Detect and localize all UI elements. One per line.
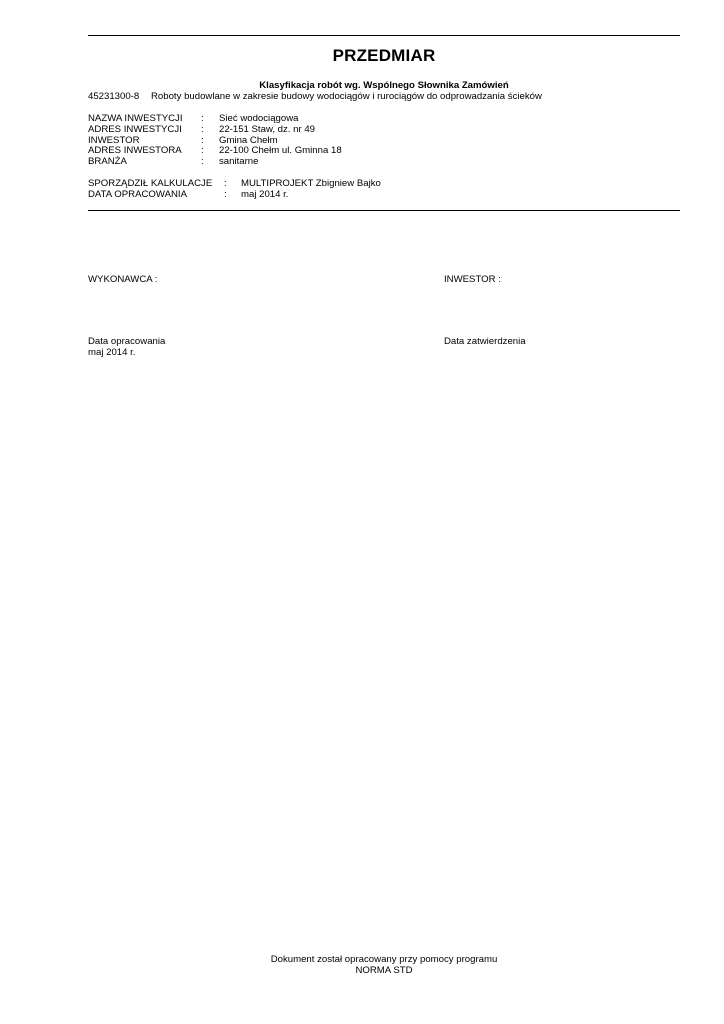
info-value: sanitarne	[219, 156, 259, 168]
prepared-date-label: Data opracowania	[88, 336, 166, 347]
info-row-investment-address	[88, 125, 342, 136]
investment-info	[88, 114, 342, 168]
bottom-rule	[88, 210, 680, 211]
approval-date-label: Data zatwierdzenia	[444, 336, 526, 347]
prepared-date-value: maj 2014 r.	[88, 347, 136, 358]
info-label: SPORZĄDZIŁ KALKULACJE	[88, 178, 213, 189]
info-row-prepared-date	[88, 190, 381, 201]
footer-line-2: NORMA STD	[355, 964, 413, 976]
info-separator: :	[201, 145, 204, 157]
info-separator: :	[224, 188, 227, 200]
info-label: DATA OPRACOWANIA	[88, 188, 187, 200]
contractor-label: WYKONAWCA :	[88, 274, 158, 285]
info-label: INWESTOR	[88, 134, 140, 146]
info-value: 22-100 Chełm ul. Gminna 18	[219, 145, 342, 157]
info-row-trade	[88, 157, 342, 168]
author-info	[88, 179, 381, 201]
top-rule	[88, 35, 680, 36]
info-label: ADRES INWESTORA	[88, 145, 182, 157]
document-title: PRZEDMIAR	[332, 46, 436, 65]
info-value: Gmina Chełm	[219, 134, 278, 146]
info-separator: :	[201, 123, 204, 135]
info-label: ADRES INWESTYCJI	[88, 123, 182, 135]
classification-heading: Klasyfikacja robót wg. Wspólnego Słownika Zamówień	[259, 80, 509, 91]
footer-line-1: Dokument został opracowany przy pomocy programu	[270, 954, 498, 965]
info-separator: :	[224, 178, 227, 189]
info-separator: :	[201, 156, 204, 168]
footer	[88, 955, 680, 977]
info-value: maj 2014 r.	[241, 188, 289, 200]
info-separator: :	[201, 134, 204, 146]
info-label: BRANŻA	[88, 156, 127, 168]
info-value: MULTIPROJEKT Zbigniew Bajko	[241, 178, 381, 189]
investor-signature-label: INWESTOR :	[444, 274, 501, 285]
info-value: Sieć wodociągowa	[219, 113, 299, 124]
classification-description: Roboty budowlane w zakresie budowy wodociągów i rurociągów do odprowadzania ścieków	[151, 91, 542, 102]
info-separator: :	[201, 113, 204, 124]
info-label: NAZWA INWESTYCJI	[88, 113, 183, 124]
prepared-date-block	[88, 336, 165, 358]
info-value: 22-151 Staw, dz. nr 49	[219, 123, 315, 135]
classification-line	[88, 91, 542, 102]
classification-code: 45231300-8	[88, 91, 140, 102]
